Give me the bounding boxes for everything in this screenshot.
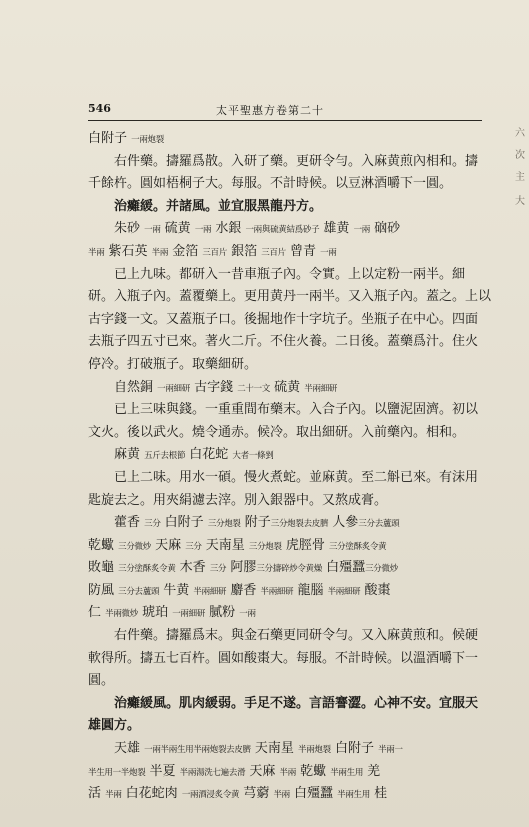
text-line: [88, 331, 492, 354]
annotation-note: 三分: [185, 541, 202, 552]
text-run: 朱砂: [114, 221, 145, 237]
text-run: 硫黄: [160, 221, 195, 237]
text-run: 麻黄: [114, 447, 145, 463]
text-run: 半夏: [145, 763, 180, 779]
text-run: 已上九味。都研入一昔車瓶子內。令實。上以定粉一兩半。細: [114, 266, 466, 282]
annotation-note: 一兩: [144, 225, 161, 236]
annotation-note: 半兩湯洗七遍去滑: [179, 767, 246, 778]
text-run: 白附子: [330, 741, 379, 757]
annotation-note: 三百片: [202, 247, 227, 258]
text-run: 水銀: [211, 221, 246, 237]
text-run: 牛黄: [159, 582, 194, 598]
annotation-note: 半兩細研: [260, 586, 294, 597]
annotation-note: 三百片: [261, 247, 286, 258]
annotation-note: 一兩細研: [172, 609, 206, 620]
annotation-note: 半兩生用: [330, 767, 364, 778]
text-run: 白附子: [160, 515, 208, 531]
annotation-note: 半兩微炒: [105, 609, 138, 620]
text-line: [88, 761, 492, 784]
text-run: 金箔: [168, 243, 203, 259]
text-run: 羌: [363, 763, 381, 779]
text-run: 已上二味。用水一碩。慢火煮蛇。並麻黄。至二斛已來。有沫用: [114, 469, 479, 485]
text-run: 仁: [88, 605, 106, 621]
text-run: 膩粉: [205, 605, 240, 621]
text-line: [88, 151, 492, 174]
text-line: [88, 399, 492, 422]
text-run: 龍腦: [293, 582, 328, 598]
text-run: 白殭蠶: [321, 560, 366, 576]
page-header: [88, 102, 482, 121]
annotation-note: 大者一條剉: [232, 451, 274, 462]
edge-mark: 六: [515, 128, 525, 139]
edge-mark: 次: [515, 150, 525, 161]
annotation-note: 三分塗酥炙令黄: [118, 564, 176, 575]
text-run: 天雄: [114, 741, 145, 757]
edge-mark: 主: [515, 172, 525, 183]
annotation-note: 三分: [209, 564, 227, 575]
annotation-note: 半兩: [88, 247, 105, 258]
text-run: 天南星: [201, 537, 249, 553]
annotation-note: 半兩: [273, 790, 290, 801]
annotation-note: 半兩: [105, 790, 122, 801]
page-number: 546: [88, 102, 111, 115]
text-run: 乾蠍: [295, 763, 331, 779]
text-run: 白花蛇肉: [121, 786, 182, 802]
text-line: [88, 309, 492, 332]
annotation-note: 三分塗酥炙令黄: [328, 541, 387, 552]
text-run: 人參: [328, 515, 359, 531]
text-run: 虎脛骨: [281, 537, 329, 553]
edge-bleed-through: [499, 102, 529, 742]
text-line: [88, 128, 492, 151]
text-run: 古字錢: [189, 379, 238, 395]
text-line: [88, 602, 492, 625]
text-line: [88, 173, 492, 196]
text-run: 匙旋去之。用夾絹濾去滓。別入銀器中。又熬成膏。: [88, 492, 388, 508]
text-run: 曾青: [285, 243, 321, 259]
text-line: [88, 512, 492, 535]
text-run: 雄圓方。: [88, 718, 141, 734]
text-run: 紫石英: [104, 243, 152, 259]
text-run: 桂: [369, 786, 388, 802]
running-title: 太平聖惠方卷第二十: [216, 104, 324, 117]
annotation-note: 一兩炮裂: [131, 135, 164, 145]
text-run: 白花蛇: [185, 447, 233, 463]
annotation-note: 三分去蘆頭: [118, 586, 160, 597]
annotation-note: 半兩細研: [327, 586, 361, 597]
text-line: [88, 490, 492, 513]
text-line: [88, 264, 492, 287]
text-run: 右件藥。擣羅爲末。與金石藥更同研令勻。又入麻黄煎和。候硬: [114, 628, 479, 644]
text-run: 防風: [88, 582, 119, 598]
annotation-note: 一兩: [320, 247, 337, 258]
text-line: [88, 715, 492, 738]
text-run: 硇砂: [369, 221, 401, 237]
annotation-note: 三分去蘆頭: [358, 519, 400, 530]
text-run: 古字錢一文。又蓋瓶子口。後掘地作十字坑子。坐瓶子在中心。四面: [88, 311, 479, 327]
text-run: 去瓶子四五寸已來。著火二斤。不住火養。二日後。蓋藥爲汁。住火: [88, 334, 479, 350]
text-line: [88, 670, 492, 693]
annotation-note: 半兩細研: [193, 586, 227, 597]
annotation-note: 半兩生用: [337, 790, 370, 801]
text-run: 附子: [240, 515, 271, 531]
text-run: 右件藥。擣羅爲散。入研了藥。更研令勻。入麻黄煎內相和。擣: [114, 153, 479, 169]
text-run: 白殭蠶: [289, 786, 338, 802]
text-run: 軟得所。擣五七百杵。圓如酸棗大。每服。不計時候。以溫酒嚼下一: [88, 650, 479, 666]
text-run: 乾蠍: [88, 537, 119, 553]
annotation-note: 三分炮裂: [207, 519, 241, 530]
text-line: [88, 648, 492, 671]
text-run: 藿香: [114, 515, 145, 531]
text-line: [88, 693, 492, 716]
text-run: 治癱緩風。肌肉緩弱。手足不遂。言語謇澀。心神不安。宜服天: [114, 695, 479, 711]
annotation-note: 三分: [144, 519, 161, 530]
annotation-note: 一兩細研: [157, 383, 190, 394]
annotation-note: 半兩炮裂: [298, 745, 331, 756]
text-run: 圓。: [88, 673, 115, 689]
text-run: 硫黄: [270, 379, 305, 395]
annotation-note: 一兩: [239, 609, 256, 620]
annotation-note: 半生用一半炮裂: [88, 767, 146, 778]
text-line: [88, 218, 492, 241]
text-run: 琥珀: [137, 605, 173, 621]
annotation-note: 一兩酒浸炙令黄: [181, 790, 240, 801]
text-line: [88, 580, 492, 603]
text-run: 自然銅: [114, 379, 158, 395]
text-line: [88, 557, 492, 580]
text-run: 麝香: [226, 582, 261, 598]
text-run: 天麻: [245, 763, 280, 779]
text-run: 阿膠: [226, 560, 257, 576]
text-line: [88, 241, 492, 264]
annotation-note: 半兩一: [378, 745, 403, 756]
annotation-note: 半兩: [279, 767, 296, 778]
text-run: 停冷。打破瓶子。取藥細研。: [88, 356, 258, 372]
annotation-note: 五斤去根節: [144, 451, 186, 462]
text-line: [88, 625, 492, 648]
text-run: 天南星: [250, 741, 299, 757]
text-run: 文火。後以武火。燒令通赤。候冷。取出細研。入前藥內。相和。: [88, 424, 466, 440]
text-run: 芎藭: [239, 786, 274, 802]
text-run: 木香: [175, 560, 210, 576]
annotation-note: 一兩與硫黄結爲砂子: [245, 225, 320, 236]
text-run: 已上三味與錢。一重重間布藥末。入合子內。以鹽泥固濟。初以: [114, 402, 479, 418]
text-line: [88, 783, 492, 806]
annotation-note: 半兩細研: [304, 383, 338, 394]
text-line: [88, 444, 492, 467]
text-line: [88, 738, 492, 761]
text-run: 白附子: [88, 131, 132, 146]
text-line: [88, 467, 492, 490]
text-run: 酸棗: [360, 582, 391, 598]
annotation-note: 三分微炒: [118, 541, 151, 552]
text-run: 天麻: [150, 537, 186, 553]
edge-mark: 大: [515, 196, 525, 207]
text-run: 千餘杵。圓如梧桐子大。每服。不計時候。以豆淋酒嚼下一圓。: [88, 176, 453, 192]
text-run: 雄黄: [319, 221, 354, 237]
annotation-note: 一兩: [353, 225, 370, 236]
text-line: [88, 286, 492, 309]
annotation-note: 三分微炒: [365, 564, 398, 575]
annotation-note: 半兩: [151, 247, 169, 258]
text-line: [88, 377, 492, 400]
text-line: [88, 535, 492, 558]
annotation-note: 三分炮裂去皮臍: [270, 519, 329, 530]
text-run: 銀箔: [226, 243, 262, 259]
annotation-note: 三分炮裂: [248, 541, 282, 552]
text-run: 研。入瓶子內。蓋覆藥上。更用黄丹一兩半。又入瓶子內。蓋之。上以: [88, 289, 492, 305]
annotation-note: 一兩半兩生用半兩炮裂去皮臍: [144, 745, 251, 756]
annotation-note: 二十一文: [237, 383, 271, 394]
text-run: 治癱緩。并諸風。並宜服黑龍丹方。: [114, 198, 323, 214]
text-line: [88, 422, 492, 445]
text-run: 活: [88, 786, 106, 802]
annotation-note: 三分擣碎炒令黄燥: [256, 564, 322, 575]
text-line: [88, 354, 492, 377]
annotation-note: 一兩: [194, 225, 212, 236]
text-line: [88, 196, 492, 219]
text-body: [88, 128, 492, 806]
text-run: 敗龜: [88, 560, 119, 576]
